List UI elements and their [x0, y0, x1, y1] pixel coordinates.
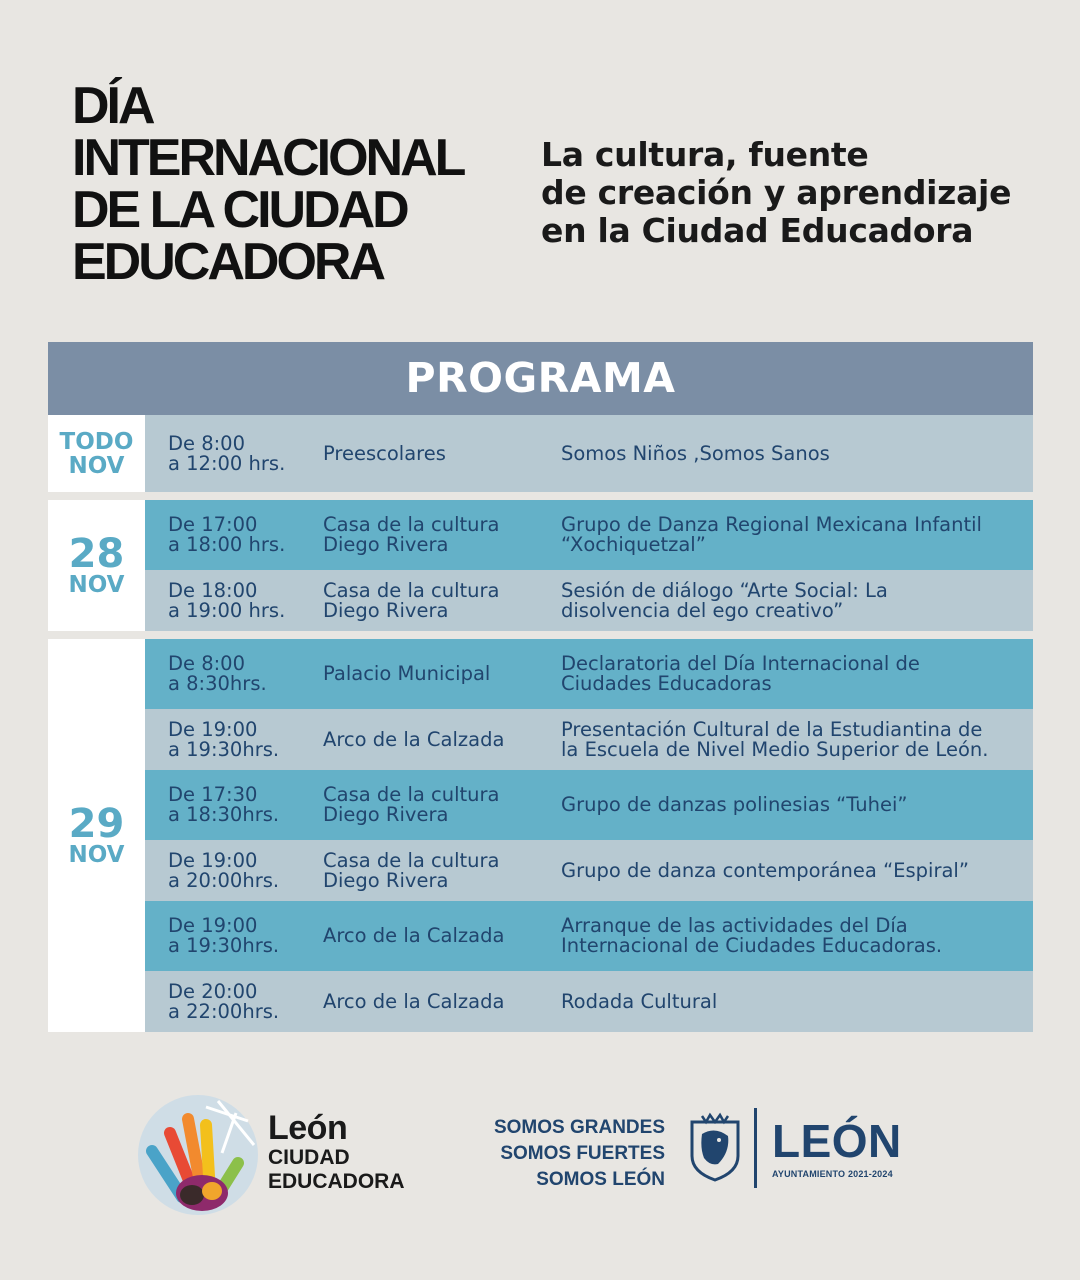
- activity-cell: [561, 654, 1033, 694]
- place-line: Casa de la cultura: [323, 578, 500, 602]
- brand-line: CIUDAD: [268, 1146, 350, 1169]
- time-cell: [145, 848, 323, 892]
- program-body: [48, 415, 1033, 1032]
- time-line: a 18:00 hrs.: [168, 533, 286, 556]
- time-line: De 18:00: [168, 578, 258, 602]
- group-gap: [48, 492, 1033, 500]
- schedule-row: [145, 901, 1033, 971]
- schedule-row: [145, 500, 1033, 570]
- schedule-row: [145, 415, 1033, 492]
- time-cell: [145, 515, 323, 555]
- date-group: [48, 500, 1033, 631]
- activity-cell: [561, 515, 1033, 555]
- activity-line: Ciudades Educadoras: [561, 672, 772, 695]
- place-cell: [323, 515, 561, 555]
- place-line: Arco de la Calzada: [323, 727, 505, 751]
- title-line: EDUCADORA: [72, 233, 383, 291]
- activity-cell: [561, 441, 1033, 465]
- schedule-row: [145, 770, 1033, 840]
- activity-line: Arranque de las actividades del Día: [561, 914, 908, 937]
- time-line: De 19:00: [168, 914, 258, 937]
- group-gap: [48, 631, 1033, 639]
- date-cell: [48, 500, 145, 631]
- time-line: De 17:00: [168, 513, 258, 536]
- activity-line: la Escuela de Nivel Medio Superior de León.: [561, 737, 989, 761]
- time-line: a 19:30hrs.: [168, 737, 280, 761]
- place-cell: [323, 441, 561, 465]
- schedule-row: [145, 840, 1033, 901]
- municipality-sub: AYUNTAMIENTO 2021-2024: [772, 1169, 893, 1179]
- time-line: a 18:30hrs.: [168, 803, 280, 826]
- date-group: [48, 639, 1033, 1032]
- time-cell: [145, 578, 323, 622]
- group-rows: [145, 500, 1033, 631]
- title-line: INTERNACIONAL: [72, 129, 464, 187]
- time-cell: [145, 717, 323, 761]
- time-line: a 22:00hrs.: [168, 999, 280, 1023]
- activity-line: Presentación Cultural de la Estudiantina de: [561, 717, 983, 741]
- place-line: Diego Rivera: [323, 533, 449, 556]
- activity-cell: [561, 578, 1033, 622]
- ciudad-educadora-logo: [268, 1110, 405, 1194]
- activity-line: Grupo de Danza Regional Mexicana Infantil: [561, 513, 982, 536]
- subtitle: [541, 136, 1011, 250]
- leon-ayuntamiento-logo: [772, 1115, 902, 1180]
- activity-line: “Xochiquetzal”: [561, 533, 706, 556]
- activity-line: Somos Niños ,Somos Sanos: [561, 441, 830, 465]
- main-title: [72, 77, 464, 291]
- lion-shield-icon: [688, 1112, 742, 1182]
- place-line: Diego Rivera: [323, 868, 449, 892]
- place-cell: [323, 664, 561, 684]
- activity-line: Internacional de Ciudades Educadoras.: [561, 934, 943, 957]
- group-rows: [145, 415, 1033, 492]
- subtitle-line: La cultura, fuente: [541, 135, 869, 174]
- schedule-row: [145, 570, 1033, 631]
- hand-logo-icon: [136, 1093, 260, 1217]
- place-cell: [323, 848, 561, 892]
- divider: [754, 1108, 757, 1188]
- time-line: De 20:00: [168, 979, 258, 1003]
- program-header: PROGRAMA: [48, 342, 1033, 415]
- time-cell: [145, 979, 323, 1023]
- time-line: De 8:00: [168, 652, 246, 675]
- schedule-row: [145, 709, 1033, 770]
- time-line: De 8:00: [168, 431, 246, 455]
- time-line: a 20:00hrs.: [168, 868, 280, 892]
- place-line: Casa de la cultura: [323, 848, 500, 872]
- date-month: NOV: [68, 571, 125, 598]
- slogan: [494, 1115, 665, 1193]
- title-line: DÍA: [72, 77, 153, 135]
- place-line: Arco de la Calzada: [323, 924, 505, 947]
- place-line: Preescolares: [323, 441, 446, 465]
- date-day: 29: [68, 800, 125, 847]
- activity-cell: [561, 916, 1033, 956]
- group-rows: [145, 639, 1033, 1032]
- activity-cell: [561, 858, 1033, 882]
- brand-name: León: [268, 1109, 348, 1147]
- slogan-line: SOMOS GRANDES: [493, 1117, 665, 1138]
- place-line: Palacio Municipal: [323, 662, 491, 685]
- activity-cell: [561, 717, 1033, 761]
- date-group: [48, 415, 1033, 492]
- activity-line: Grupo de danza contemporánea “Espiral”: [561, 858, 969, 882]
- municipality-name: LEÓN: [772, 1115, 902, 1167]
- time-line: a 19:00 hrs.: [168, 598, 286, 622]
- place-cell: [323, 727, 561, 751]
- date-day: 28: [68, 530, 125, 577]
- subtitle-line: de creación y aprendizaje: [541, 173, 1012, 212]
- time-line: De 19:00: [168, 848, 258, 872]
- time-line: a 8:30hrs.: [168, 672, 267, 695]
- slogan-line: SOMOS LEÓN: [536, 1169, 665, 1190]
- time-cell: [145, 916, 323, 956]
- activity-line: Sesión de diálogo “Arte Social: La: [561, 578, 888, 602]
- time-cell: [145, 431, 323, 475]
- time-cell: [145, 785, 323, 825]
- place-cell: [323, 989, 561, 1013]
- schedule-row: [145, 971, 1033, 1032]
- place-line: Casa de la cultura: [323, 783, 500, 806]
- activity-cell: [561, 795, 1033, 815]
- date-cell: [48, 639, 145, 1032]
- activity-line: Rodada Cultural: [561, 989, 718, 1013]
- place-line: Arco de la Calzada: [323, 989, 505, 1013]
- activity-line: Declaratoria del Día Internacional de: [561, 652, 920, 675]
- date-cell: [48, 415, 145, 492]
- time-cell: [145, 654, 323, 694]
- date-month: NOV: [68, 841, 125, 868]
- time-line: a 12:00 hrs.: [168, 451, 286, 475]
- time-line: a 19:30hrs.: [168, 934, 280, 957]
- place-cell: [323, 785, 561, 825]
- slogan-line: SOMOS FUERTES: [500, 1143, 665, 1164]
- date-month: NOV: [68, 452, 125, 479]
- activity-line: disolvencia del ego creativo”: [561, 598, 844, 622]
- place-cell: [323, 926, 561, 946]
- brand-line: EDUCADORA: [268, 1170, 405, 1193]
- subtitle-line: en la Ciudad Educadora: [541, 211, 974, 250]
- time-line: De 19:00: [168, 717, 258, 741]
- place-cell: [323, 578, 561, 622]
- program-table: [48, 342, 1033, 1032]
- activity-cell: [561, 989, 1033, 1013]
- place-line: Casa de la cultura: [323, 513, 500, 536]
- schedule-row: [145, 639, 1033, 709]
- time-line: De 17:30: [168, 783, 258, 806]
- place-line: Diego Rivera: [323, 803, 449, 826]
- date-day: TODO: [59, 428, 134, 455]
- footer: [0, 1090, 1080, 1220]
- title-line: DE LA CIUDAD: [72, 181, 407, 239]
- place-line: Diego Rivera: [323, 598, 449, 622]
- activity-line: Grupo de danzas polinesias “Tuhei”: [561, 793, 908, 816]
